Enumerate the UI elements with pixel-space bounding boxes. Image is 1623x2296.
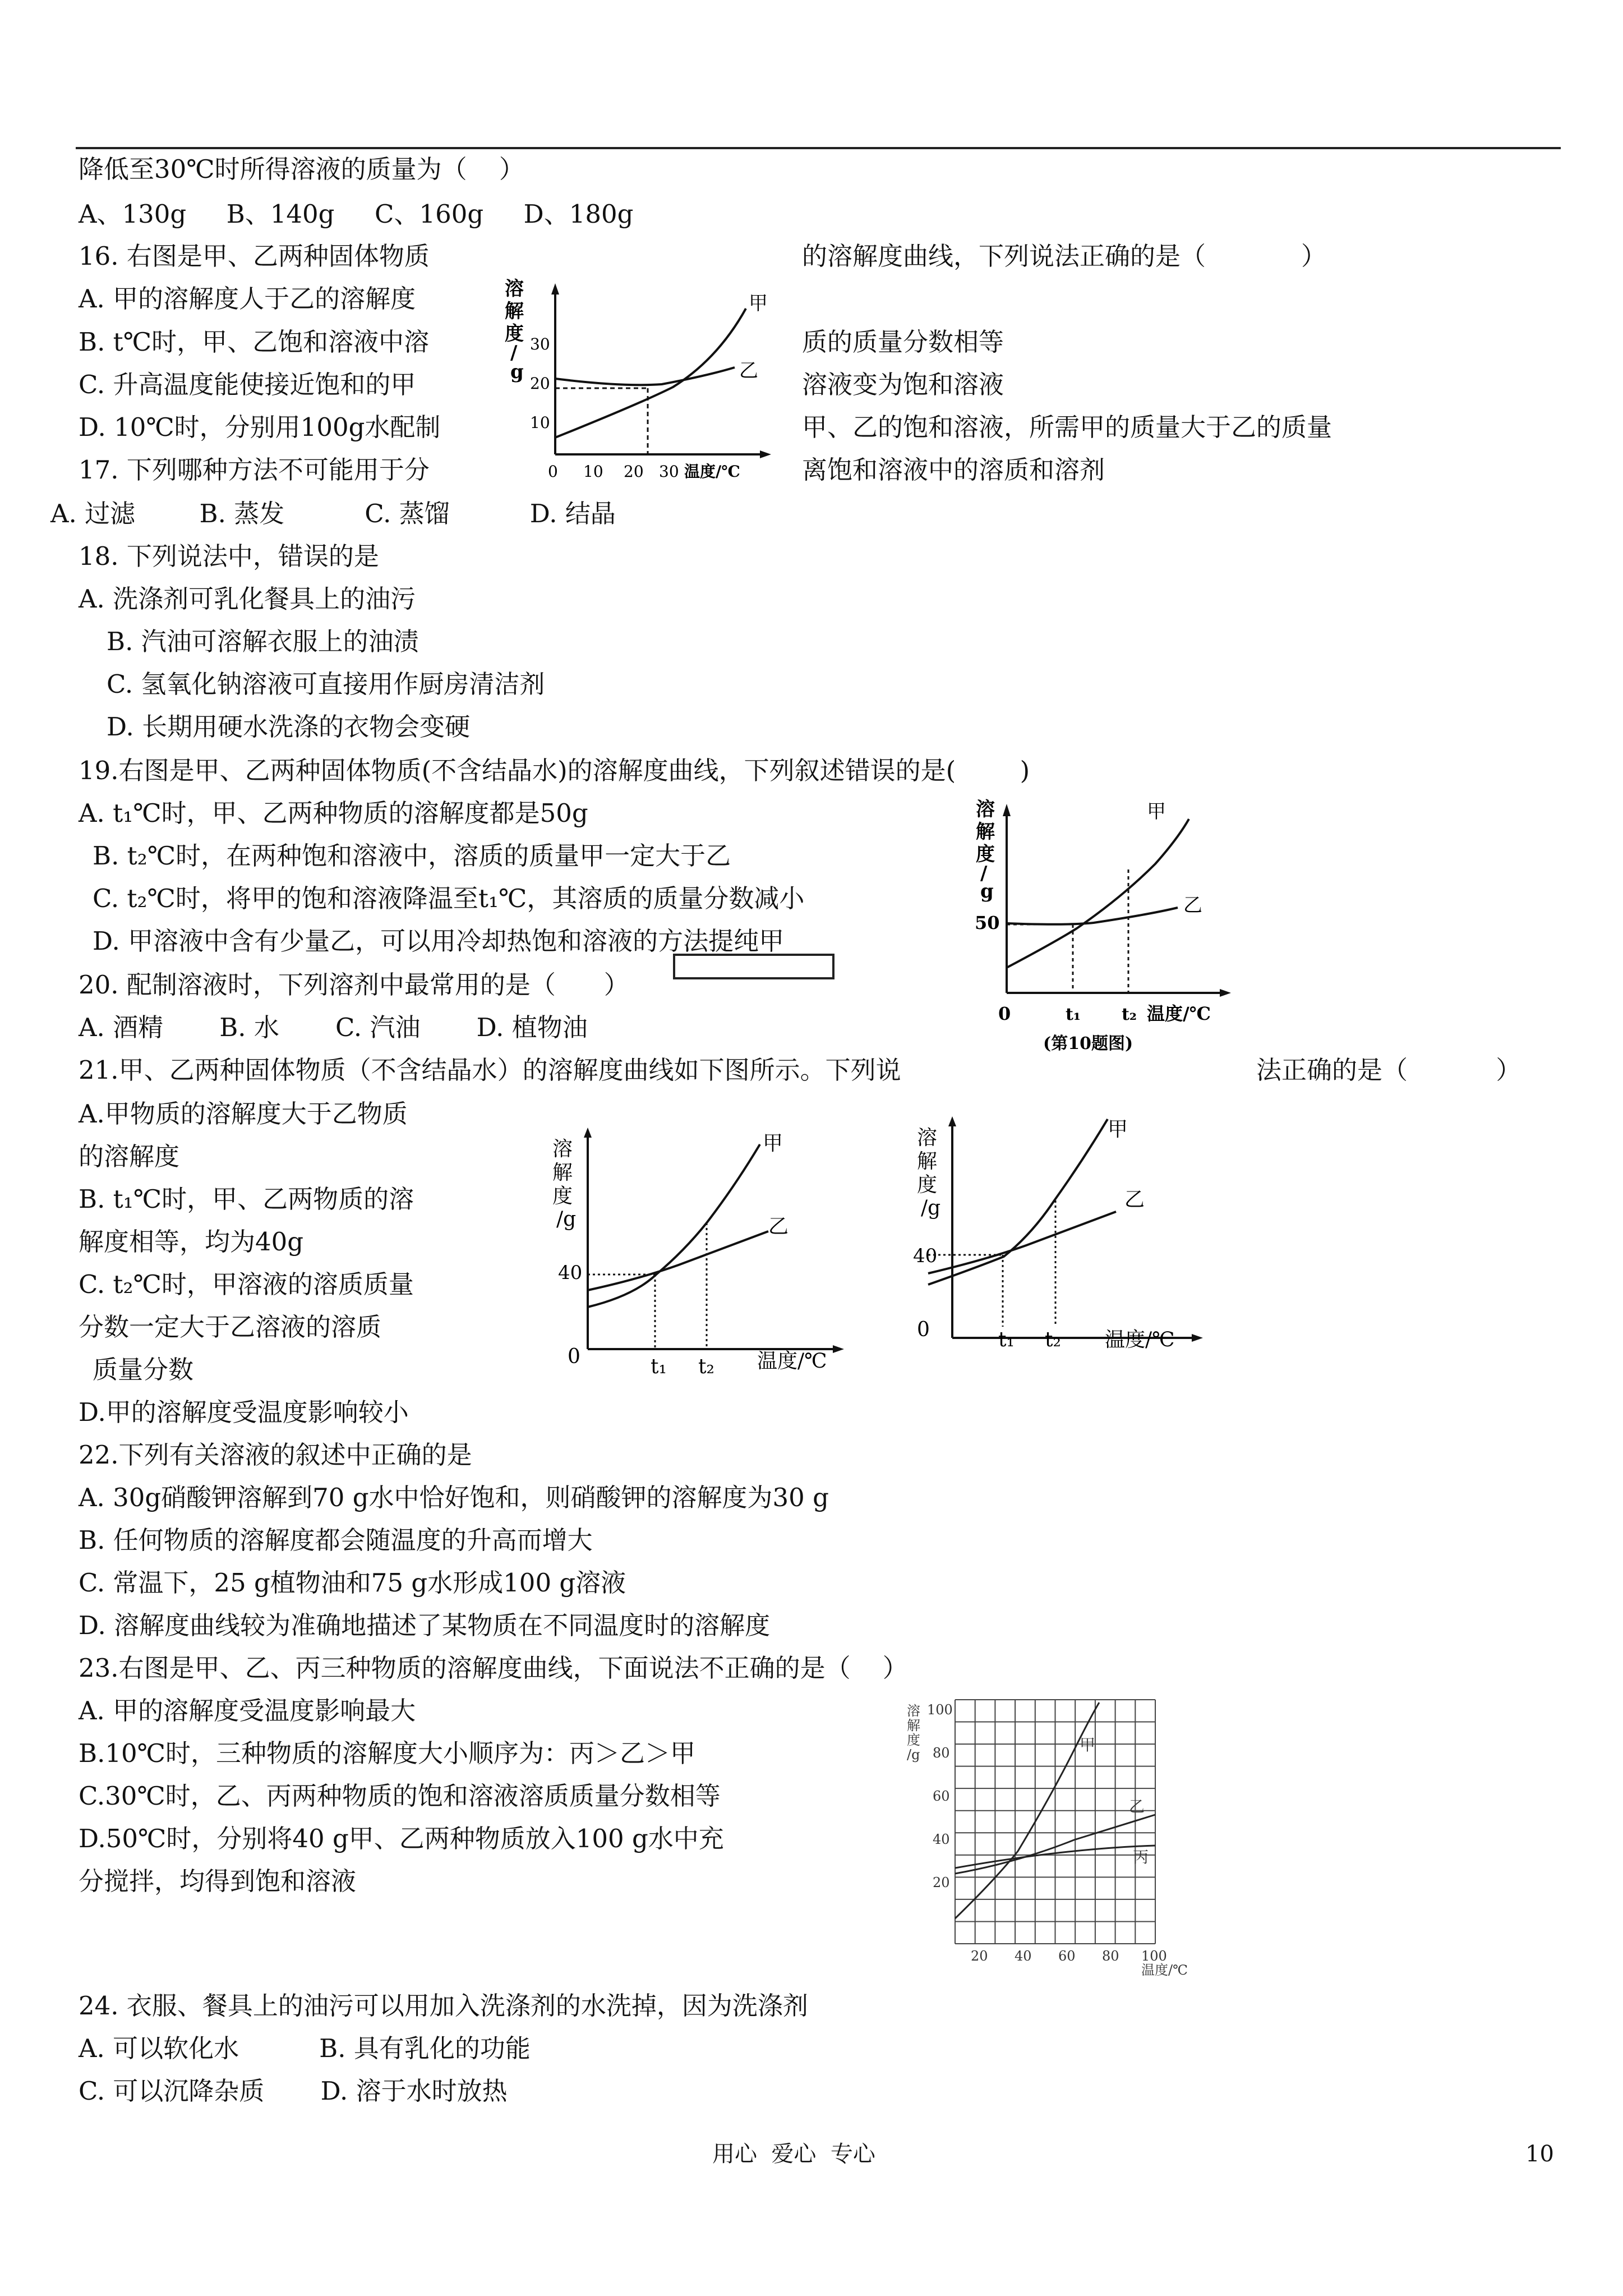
y-tick: 10 <box>530 413 550 432</box>
q23-stem: 23.右图是甲、乙、丙三种物质的溶解度曲线，下面说法不正确的是（ ） <box>79 1653 908 1683</box>
q20-options: A. 酒精 B. 水 C. 汽油 D. 植物油 <box>79 1013 588 1042</box>
x-tick: 20 <box>624 462 644 481</box>
q16-option-c: C. 升高温度能使接近饱和的甲 <box>79 370 416 399</box>
x-tick: t₁ <box>651 1355 667 1378</box>
y-axis-arrow <box>551 283 559 295</box>
y-tick: 100 <box>927 1702 953 1718</box>
q21-option-d: D.甲的溶解度受温度影响较小 <box>79 1397 409 1427</box>
q22-stem: 22.下列有关溶液的叙述中正确的是 <box>79 1440 472 1470</box>
series-label-jia: 甲 <box>749 292 768 315</box>
text-line: 降低至30℃时所得溶液的质量为（ ） <box>79 154 524 184</box>
q19-option-d: D. 甲溶液中含有少量乙，可以用冷却热饱和溶液的方法提纯甲 <box>93 926 785 956</box>
q17-stem: 17. 下列哪种方法不可能用于分 <box>79 455 430 485</box>
q19-solubility-graph <box>953 785 1267 1066</box>
ylabel-char: 度 <box>907 1732 920 1748</box>
q17-stem-cont: 离饱和溶液中的溶质和溶剂 <box>802 455 1105 485</box>
q19-option-b: B. t₂℃时，在两种饱和溶液中，溶质的质量甲一定大于乙 <box>93 841 731 871</box>
q23-option-b: B.10℃时，三种物质的溶解度大小顺序为：丙＞乙＞甲 <box>79 1738 695 1768</box>
ylabel-char: 溶 <box>552 1138 573 1161</box>
q21-option-a: A.甲物质的溶解度大于乙物质 <box>79 1099 408 1129</box>
q21-option-b-cont: 解度相等，均为40g <box>79 1227 304 1257</box>
y-tick: 20 <box>530 374 550 393</box>
curve-jia <box>928 1119 1108 1285</box>
q21-option-c-cont: 分数一定大于乙溶液的溶质 <box>79 1312 382 1342</box>
series-label-yi: 乙 <box>1124 1188 1145 1211</box>
series-label-jia: 甲 <box>1080 1736 1096 1754</box>
page-number: 10 <box>1525 2141 1554 2167</box>
y-axis-arrow <box>1003 804 1011 816</box>
ylabel-char: 溶 <box>505 278 524 300</box>
y-tick: 30 <box>530 335 550 353</box>
y-tick: 50 <box>975 912 1000 933</box>
ylabel-char: / <box>980 862 988 885</box>
q21-stem-cont: 法正确的是（ ） <box>1256 1055 1521 1085</box>
q16-stem-cont: 的溶解度曲线，下列说法正确的是（ ） <box>802 241 1327 271</box>
ylabel-char: /g <box>907 1747 920 1763</box>
x-tick: 20 <box>971 1948 988 1964</box>
y-tick: 60 <box>933 1788 950 1804</box>
y-tick: 80 <box>933 1745 950 1761</box>
q18-option-a: A. 洗涤剂可乳化餐具上的油污 <box>79 584 416 614</box>
ylabel-char: 解 <box>976 821 995 843</box>
x-tick: t₂ <box>1122 1005 1137 1024</box>
curve-yi <box>588 1231 768 1290</box>
ylabel-char: g <box>510 361 524 383</box>
q20-stem: 20. 配制溶液时，下列溶剂中最常用的是（ ） <box>79 970 629 1000</box>
q16-option-c-cont: 溶液变为饱和溶液 <box>802 370 1004 399</box>
q24-stem: 24. 衣服、餐具上的油污可以用加入洗涤剂的水洗掉，因为洗涤剂 <box>79 1991 808 2021</box>
q16-stem: 16. 右图是甲、乙两种固体物质 <box>79 241 430 271</box>
curve-yi <box>555 367 735 385</box>
series-label-jia: 甲 <box>763 1132 783 1155</box>
ylabel-char: 度 <box>976 843 995 866</box>
series-label-jia: 甲 <box>1108 1118 1128 1141</box>
series-label-yi: 乙 <box>739 360 758 382</box>
grid <box>955 1700 1155 1944</box>
q21-solubility-graph-right <box>903 1116 1228 1386</box>
q22-option-b: B. 任何物质的溶解度都会随温度的升高而增大 <box>79 1525 593 1555</box>
q19-stem: 19.右图是甲、乙两种固体物质(不含结晶水)的溶解度曲线，下列叙述错误的是( ) <box>79 756 1030 785</box>
q16-solubility-graph <box>494 269 785 499</box>
q16-option-d: D. 10℃时，分别用100g水配制 <box>79 412 441 442</box>
x-tick: t₁ <box>998 1328 1015 1351</box>
series-label-bing: 丙 <box>1133 1848 1149 1866</box>
ylabel-char: /g <box>556 1208 577 1231</box>
empty-box <box>673 954 834 979</box>
ylabel-char: 度 <box>552 1185 573 1208</box>
q21-option-c: C. t₂℃时，甲溶液的溶质质量 <box>79 1269 414 1299</box>
ylabel-char: g <box>980 880 994 903</box>
q22-option-d: D. 溶解度曲线较为准确地描述了某物质在不同温度时的溶解度 <box>79 1611 771 1640</box>
q22-option-c: C. 常温下，25 g植物油和75 g水形成100 g溶液 <box>79 1568 626 1598</box>
q24-options-ab: A. 可以软化水 B. 具有乳化的功能 <box>79 2033 531 2063</box>
y-axis-arrow <box>584 1128 592 1138</box>
y-axis-arrow <box>948 1116 956 1126</box>
q15-options: A、130g B、140g C、160g D、180g <box>79 199 634 229</box>
x-axis-label: 温度/℃ <box>1147 1003 1211 1024</box>
x-tick: t₂ <box>1045 1328 1061 1351</box>
q18-option-b: B. 汽油可溶解衣服上的油渍 <box>107 627 419 656</box>
q23-option-a: A. 甲的溶解度受温度影响最大 <box>79 1696 416 1726</box>
ylabel-char: 度 <box>505 323 524 345</box>
series-label-yi: 乙 <box>1183 894 1202 917</box>
q16-option-b-cont: 质的质量分数相等 <box>802 327 1004 357</box>
q16-option-a: A. 甲的溶解度人于乙的溶解度 <box>79 284 416 314</box>
x-axis-arrow <box>1220 989 1231 997</box>
y-tick: 40 <box>913 1245 938 1267</box>
q24-options-cd: C. 可以沉降杂质 D. 溶于水时放热 <box>79 2076 508 2106</box>
ylabel-char: 解 <box>505 300 524 323</box>
q23-option-d-cont: 分搅拌，均得到饱和溶液 <box>79 1866 357 1896</box>
x-tick: t₁ <box>1066 1005 1081 1024</box>
q21-solubility-graph-left <box>538 1128 864 1397</box>
x-tick: 10 <box>583 462 603 481</box>
x-tick: 0 <box>917 1318 930 1341</box>
ylabel-char: 解 <box>917 1150 938 1173</box>
x-tick: 100 <box>1141 1948 1167 1964</box>
q22-option-a: A. 30g硝酸钾溶解到70 g水中恰好饱和，则硝酸钾的溶解度为30 g <box>79 1483 829 1512</box>
ylabel-char: /g <box>921 1197 941 1220</box>
x-tick: 80 <box>1102 1948 1119 1964</box>
q18-stem: 18. 下列说法中，错误的是 <box>79 541 379 571</box>
q21-option-a-cont: 的溶解度 <box>79 1142 180 1171</box>
x-axis-label: 温度/℃ <box>1105 1328 1175 1351</box>
ylabel-char: 度 <box>917 1174 938 1197</box>
x-tick: 40 <box>1015 1948 1032 1964</box>
q18-option-c: C. 氢氧化钠溶液可直接用作厨房清洁剂 <box>107 669 545 699</box>
ylabel-char: 解 <box>907 1718 920 1733</box>
ylabel-char: 溶 <box>917 1126 938 1149</box>
x-tick: t₂ <box>698 1355 714 1378</box>
q21-option-c-cont2: 质量分数 <box>93 1355 194 1384</box>
curve-jia <box>1007 819 1189 968</box>
ylabel-char: 溶 <box>976 798 995 821</box>
q23-option-d: D.50℃时，分别将40 g甲、乙两种物质放入100 g水中充 <box>79 1824 724 1853</box>
curve-yi <box>1007 908 1178 924</box>
x-axis-label: 温度/℃ <box>684 462 740 481</box>
x-tick: 60 <box>1058 1948 1076 1964</box>
curve-yi <box>928 1212 1116 1273</box>
y-tick: 20 <box>933 1875 950 1890</box>
q16-option-b: B. t℃时，甲、乙饱和溶液中溶 <box>79 327 430 357</box>
x-axis-label: 温度/℃ <box>757 1350 827 1373</box>
q18-option-d: D. 长期用硬水洗涤的衣物会变硬 <box>107 712 471 742</box>
ylabel-char: / <box>510 342 518 364</box>
x-axis-label: 温度/℃ <box>1141 1962 1188 1978</box>
q19-option-a: A. t₁℃时，甲、乙两种物质的溶解度都是50g <box>79 798 588 828</box>
header-rule <box>76 147 1561 149</box>
q17-options: A. 过滤 B. 蒸发 C. 蒸馏 D. 结晶 <box>50 499 616 528</box>
y-tick: 40 <box>933 1832 950 1847</box>
q21-option-b: B. t₁℃时，甲、乙两物质的溶 <box>79 1184 414 1214</box>
y-tick: 40 <box>558 1262 583 1284</box>
x-axis-arrow <box>1192 1334 1203 1342</box>
ylabel-char: 溶 <box>907 1703 920 1719</box>
series-label-yi: 乙 <box>768 1215 789 1238</box>
ylabel-char: 解 <box>552 1161 573 1184</box>
curve-jia <box>588 1144 760 1307</box>
q16-option-d-cont: 甲、乙的饱和溶液，所需甲的质量大于乙的质量 <box>802 412 1332 442</box>
x-tick: 30 <box>659 462 679 481</box>
x-tick: 0 <box>998 1003 1011 1024</box>
q21-stem: 21.甲、乙两种固体物质（不含结晶水）的溶解度曲线如下图所示。下列说 <box>79 1055 901 1085</box>
x-axis-arrow <box>760 450 771 458</box>
x-axis-arrow <box>833 1345 844 1353</box>
q23-solubility-grid-graph <box>906 1694 1209 1986</box>
series-label-jia: 甲 <box>1147 800 1166 823</box>
page-footer: 用心 爱心 专心 <box>712 2141 875 2167</box>
x-tick: 0 <box>568 1345 580 1368</box>
figure-caption: (第10题图) <box>1043 1034 1133 1053</box>
x-tick: 0 <box>548 462 558 481</box>
series-label-yi: 乙 <box>1129 1797 1145 1816</box>
q19-option-c: C. t₂℃时，将甲的饱和溶液降温至t₁℃，其溶质的质量分数减小 <box>93 884 805 913</box>
q23-option-c: C.30℃时，乙、丙两种物质的饱和溶液溶质质量分数相等 <box>79 1781 721 1811</box>
